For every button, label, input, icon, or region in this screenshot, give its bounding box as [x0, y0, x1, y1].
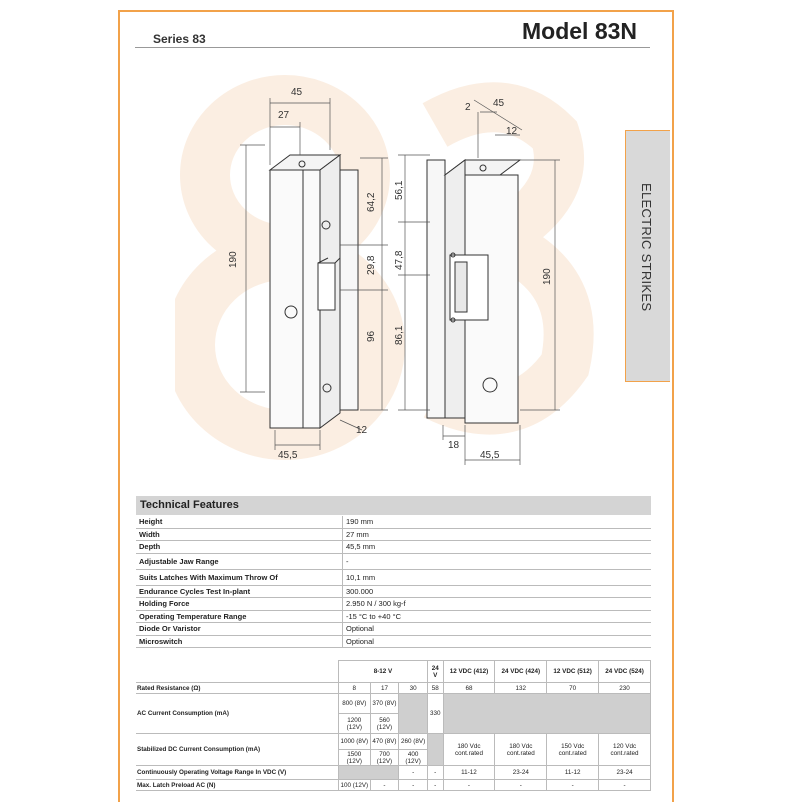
- cell: 330: [427, 694, 443, 734]
- dim-45-label: 45: [291, 87, 303, 98]
- dim-56-label: 56,1: [394, 180, 405, 200]
- col-24vdc-424: 24 VDC (424): [495, 661, 547, 683]
- cell: -: [370, 780, 399, 791]
- dim-96-label: 96: [366, 330, 377, 342]
- cell: 68: [443, 683, 495, 694]
- cell: 120 Vdc cont.rated: [599, 734, 651, 766]
- table-row: [136, 528, 651, 541]
- table-row: [136, 516, 651, 528]
- row-dc-current: Stabilized DC Current Consumption (mA): [136, 734, 339, 766]
- dim-47-label: 47,8: [394, 250, 405, 270]
- table-row: [136, 694, 651, 714]
- dim-top45-label: 45: [493, 98, 505, 109]
- cell: -: [599, 780, 651, 791]
- feature-label: Operating Temperature Range: [136, 610, 343, 623]
- series-label: Series 83: [153, 32, 206, 46]
- table-row: [136, 553, 651, 569]
- cell: 1200 (12V): [339, 714, 371, 734]
- feature-value: 190 mm: [343, 516, 652, 528]
- feature-value: 2.950 N / 300 kg-f: [343, 598, 652, 611]
- electrical-table: [136, 660, 651, 791]
- dim-64-label: 64,2: [366, 192, 377, 212]
- cell: -: [547, 780, 599, 791]
- cell: 17: [370, 683, 399, 694]
- cell: [443, 694, 650, 734]
- col-12vdc-412: 12 VDC (412): [443, 661, 495, 683]
- feature-label: Endurance Cycles Test In-plant: [136, 585, 343, 598]
- dim-86-label: 86,1: [394, 325, 405, 345]
- model-title: Model 83N: [522, 18, 638, 44]
- feature-value: -: [343, 553, 652, 569]
- row-voltage-range: Continuously Operating Voltage Range In VDC (V): [136, 766, 339, 780]
- cell: 560 (12V): [370, 714, 399, 734]
- dim-r190-label: 190: [542, 268, 553, 285]
- feature-label: Diode Or Varistor: [136, 623, 343, 636]
- table-row: [136, 610, 651, 623]
- cell: [339, 766, 399, 780]
- cell: 11-12: [547, 766, 599, 780]
- dim-12-label: 12: [356, 425, 368, 436]
- feature-label: Holding Force: [136, 598, 343, 611]
- cell: -: [427, 766, 443, 780]
- cell: 470 (8V): [370, 734, 399, 750]
- cell: 800 (8V): [339, 694, 371, 714]
- dim-27-label: 27: [278, 110, 290, 121]
- feature-value: Optional: [343, 635, 652, 648]
- row-rated-resistance: Rated Resistance (Ω): [136, 683, 339, 694]
- table-row: [136, 585, 651, 598]
- col-24vdc-524: 24 VDC (524): [599, 661, 651, 683]
- cell: [399, 694, 428, 734]
- feature-value: 10,1 mm: [343, 569, 652, 585]
- table-row: [136, 598, 651, 611]
- table-row: [136, 623, 651, 636]
- category-tab-label: ELECTRIC STRIKES: [639, 183, 654, 312]
- dim-18-label: 18: [448, 440, 460, 451]
- dim-r45-5-label: 45,5: [480, 450, 500, 461]
- col-12vdc-512: 12 VDC (512): [547, 661, 599, 683]
- col-8-12v: 8-12 V: [339, 661, 428, 683]
- feature-label: Adjustable Jaw Range: [136, 553, 343, 569]
- dim-2-label: 2: [465, 102, 471, 113]
- feature-label: Height: [136, 516, 343, 528]
- cell: 180 Vdc cont.rated: [443, 734, 495, 766]
- dim-190-label: 190: [228, 251, 239, 268]
- cell: 132: [495, 683, 547, 694]
- cell: 700 (12V): [370, 750, 399, 766]
- strike-front-view: [270, 155, 358, 428]
- cell: 1000 (8V): [339, 734, 371, 750]
- cell: -: [399, 780, 428, 791]
- feature-label: Width: [136, 528, 343, 541]
- row-ac-current: AC Current Consumption (mA): [136, 694, 339, 734]
- cell: -: [443, 780, 495, 791]
- table-row: [136, 541, 651, 554]
- cell: 8: [339, 683, 371, 694]
- table-row: [136, 734, 651, 750]
- cell: -: [427, 780, 443, 791]
- dim-top12-label: 12: [506, 126, 518, 137]
- dim-29-label: 29,8: [366, 255, 377, 275]
- table-row: [136, 780, 651, 791]
- technical-features-header: Technical Features: [136, 496, 651, 515]
- cell: 100 (12V): [340, 781, 369, 789]
- cell: 370 (8V): [370, 694, 399, 714]
- cell: 1500 (12V): [339, 750, 371, 766]
- cell: [427, 734, 443, 766]
- feature-label: Depth: [136, 541, 343, 554]
- table-row: [136, 569, 651, 585]
- cell: 58: [427, 683, 443, 694]
- cell: 70: [547, 683, 599, 694]
- feature-value: 27 mm: [343, 528, 652, 541]
- cell: 230: [599, 683, 651, 694]
- table-row: [136, 661, 651, 683]
- table-row: [136, 683, 651, 694]
- strike-back-view: [427, 160, 520, 423]
- cell: 260 (8V): [399, 734, 428, 750]
- table-row: [136, 766, 651, 780]
- feature-label: Microswitch: [136, 635, 343, 648]
- cell: 11-12: [443, 766, 495, 780]
- cell: 400 (12V): [399, 750, 428, 766]
- feature-value: -15 °C to +40 °C: [343, 610, 652, 623]
- dim-45-5-label: 45,5: [278, 450, 298, 461]
- table-row: [136, 635, 651, 648]
- row-latch-preload: Max. Latch Preload AC (N): [136, 780, 339, 791]
- feature-value: 300.000: [343, 585, 652, 598]
- cell: 180 Vdc cont.rated: [495, 734, 547, 766]
- feature-value: 45,5 mm: [343, 541, 652, 554]
- col-24v: 24 V: [427, 661, 443, 683]
- feature-label: Suits Latches With Maximum Throw Of: [136, 569, 343, 585]
- cell: 23-24: [495, 766, 547, 780]
- cell: -: [399, 766, 428, 780]
- feature-value: Optional: [343, 623, 652, 636]
- cell: -: [495, 780, 547, 791]
- technical-features-table: [136, 516, 651, 648]
- cell: 150 Vdc cont.rated: [547, 734, 599, 766]
- cell: 23-24: [599, 766, 651, 780]
- cell: 30: [399, 683, 428, 694]
